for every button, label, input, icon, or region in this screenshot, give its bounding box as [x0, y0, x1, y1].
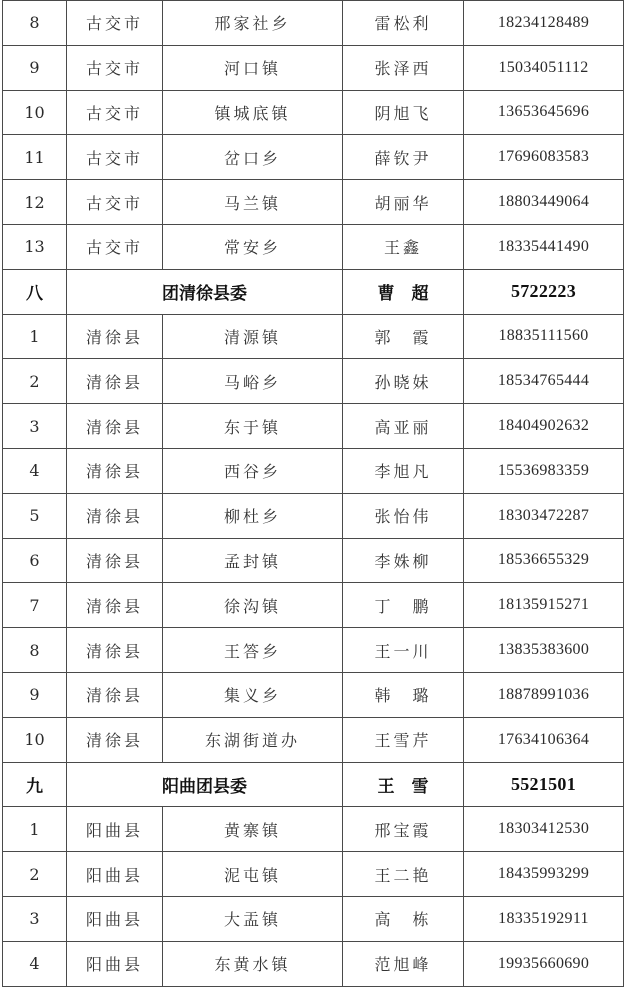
contact-phone: 18534765444	[464, 359, 624, 404]
town-cell: 孟封镇	[163, 538, 343, 583]
contact-name: 丁 鹏	[343, 583, 464, 628]
section-unit: 团清徐县委	[67, 269, 343, 314]
contact-phone: 18435993299	[464, 852, 624, 897]
contact-phone: 17696083583	[464, 135, 624, 180]
row-number: 4	[3, 941, 67, 986]
contact-name: 王 雪	[343, 762, 464, 807]
town-cell: 西谷乡	[163, 448, 343, 493]
contact-name: 邢宝霞	[343, 807, 464, 852]
contact-name: 雷松利	[343, 1, 464, 46]
contact-phone: 18135915271	[464, 583, 624, 628]
contact-name: 孙晓妹	[343, 359, 464, 404]
town-cell: 东湖街道办	[163, 717, 343, 762]
table-row	[3, 672, 624, 717]
row-number: 9	[3, 45, 67, 90]
contact-phone: 18404902632	[464, 404, 624, 449]
contact-table	[2, 0, 624, 987]
county-cell: 古交市	[67, 224, 163, 269]
contact-table-body	[3, 1, 624, 987]
table-row	[3, 90, 624, 135]
table-row	[3, 135, 624, 180]
town-cell: 徐沟镇	[163, 583, 343, 628]
contact-phone: 15536983359	[464, 448, 624, 493]
contact-phone: 15034051112	[464, 45, 624, 90]
town-cell: 马峪乡	[163, 359, 343, 404]
county-cell: 清徐县	[67, 359, 163, 404]
table-row	[3, 717, 624, 762]
county-cell: 清徐县	[67, 672, 163, 717]
contact-phone: 18835111560	[464, 314, 624, 359]
section-row	[3, 762, 624, 807]
county-cell: 清徐县	[67, 448, 163, 493]
table-row	[3, 404, 624, 449]
contact-name: 李旭凡	[343, 448, 464, 493]
contact-name: 胡丽华	[343, 180, 464, 225]
table-row	[3, 941, 624, 986]
contact-name: 李姝柳	[343, 538, 464, 583]
section-row	[3, 269, 624, 314]
town-cell: 大盂镇	[163, 896, 343, 941]
county-cell: 阳曲县	[67, 807, 163, 852]
town-cell: 柳杜乡	[163, 493, 343, 538]
row-number: 13	[3, 224, 67, 269]
contact-name: 王一川	[343, 628, 464, 673]
town-cell: 清源镇	[163, 314, 343, 359]
section-number: 八	[3, 269, 67, 314]
town-cell: 泥屯镇	[163, 852, 343, 897]
town-cell: 邢家社乡	[163, 1, 343, 46]
town-cell: 常安乡	[163, 224, 343, 269]
row-number: 3	[3, 896, 67, 941]
row-number: 3	[3, 404, 67, 449]
contact-phone: 18234128489	[464, 1, 624, 46]
county-cell: 清徐县	[67, 628, 163, 673]
contact-phone: 18335192911	[464, 896, 624, 941]
town-cell: 岔口乡	[163, 135, 343, 180]
town-cell: 马兰镇	[163, 180, 343, 225]
row-number: 8	[3, 628, 67, 673]
table-row	[3, 359, 624, 404]
county-cell: 阳曲县	[67, 896, 163, 941]
row-number: 9	[3, 672, 67, 717]
row-number: 1	[3, 807, 67, 852]
contact-phone: 18303412530	[464, 807, 624, 852]
row-number: 1	[3, 314, 67, 359]
contact-name: 薛钦尹	[343, 135, 464, 180]
town-cell: 黄寨镇	[163, 807, 343, 852]
table-row	[3, 1, 624, 46]
table-row	[3, 896, 624, 941]
town-cell: 集义乡	[163, 672, 343, 717]
contact-name: 高亚丽	[343, 404, 464, 449]
town-cell: 东黄水镇	[163, 941, 343, 986]
contact-name: 张泽西	[343, 45, 464, 90]
county-cell: 古交市	[67, 45, 163, 90]
town-cell: 东于镇	[163, 404, 343, 449]
contact-name: 郭 霞	[343, 314, 464, 359]
contact-phone: 19935660690	[464, 941, 624, 986]
table-row	[3, 583, 624, 628]
row-number: 2	[3, 852, 67, 897]
table-row	[3, 493, 624, 538]
county-cell: 清徐县	[67, 538, 163, 583]
contact-name: 王鑫	[343, 224, 464, 269]
county-cell: 古交市	[67, 1, 163, 46]
contact-name: 高 栋	[343, 896, 464, 941]
contact-phone: 17634106364	[464, 717, 624, 762]
row-number: 12	[3, 180, 67, 225]
county-cell: 古交市	[67, 90, 163, 135]
contact-phone: 18335441490	[464, 224, 624, 269]
contact-phone: 18803449064	[464, 180, 624, 225]
contact-name: 张怡伟	[343, 493, 464, 538]
county-cell: 清徐县	[67, 404, 163, 449]
county-cell: 清徐县	[67, 493, 163, 538]
table-row	[3, 807, 624, 852]
county-cell: 阳曲县	[67, 852, 163, 897]
table-row	[3, 45, 624, 90]
table-row	[3, 538, 624, 583]
town-cell: 河口镇	[163, 45, 343, 90]
contact-name: 王二艳	[343, 852, 464, 897]
county-cell: 清徐县	[67, 717, 163, 762]
section-number: 九	[3, 762, 67, 807]
contact-phone: 5521501	[464, 762, 624, 807]
row-number: 11	[3, 135, 67, 180]
row-number: 6	[3, 538, 67, 583]
town-cell: 王答乡	[163, 628, 343, 673]
county-cell: 古交市	[67, 135, 163, 180]
county-cell: 古交市	[67, 180, 163, 225]
row-number: 10	[3, 717, 67, 762]
row-number: 10	[3, 90, 67, 135]
row-number: 2	[3, 359, 67, 404]
row-number: 5	[3, 493, 67, 538]
table-row	[3, 314, 624, 359]
contact-phone: 13653645696	[464, 90, 624, 135]
county-cell: 阳曲县	[67, 941, 163, 986]
contact-phone: 18536655329	[464, 538, 624, 583]
table-row	[3, 628, 624, 673]
row-number: 8	[3, 1, 67, 46]
table-row	[3, 852, 624, 897]
section-unit: 阳曲团县委	[67, 762, 343, 807]
table-row	[3, 448, 624, 493]
table-row	[3, 224, 624, 269]
contact-phone: 18303472287	[464, 493, 624, 538]
contact-name: 范旭峰	[343, 941, 464, 986]
contact-phone: 13835383600	[464, 628, 624, 673]
row-number: 4	[3, 448, 67, 493]
contact-name: 王雪芹	[343, 717, 464, 762]
contact-phone: 5722223	[464, 269, 624, 314]
table-row	[3, 180, 624, 225]
county-cell: 清徐县	[67, 314, 163, 359]
row-number: 7	[3, 583, 67, 628]
contact-name: 阴旭飞	[343, 90, 464, 135]
contact-name: 韩 璐	[343, 672, 464, 717]
county-cell: 清徐县	[67, 583, 163, 628]
contact-phone: 18878991036	[464, 672, 624, 717]
town-cell: 镇城底镇	[163, 90, 343, 135]
contact-name: 曹 超	[343, 269, 464, 314]
